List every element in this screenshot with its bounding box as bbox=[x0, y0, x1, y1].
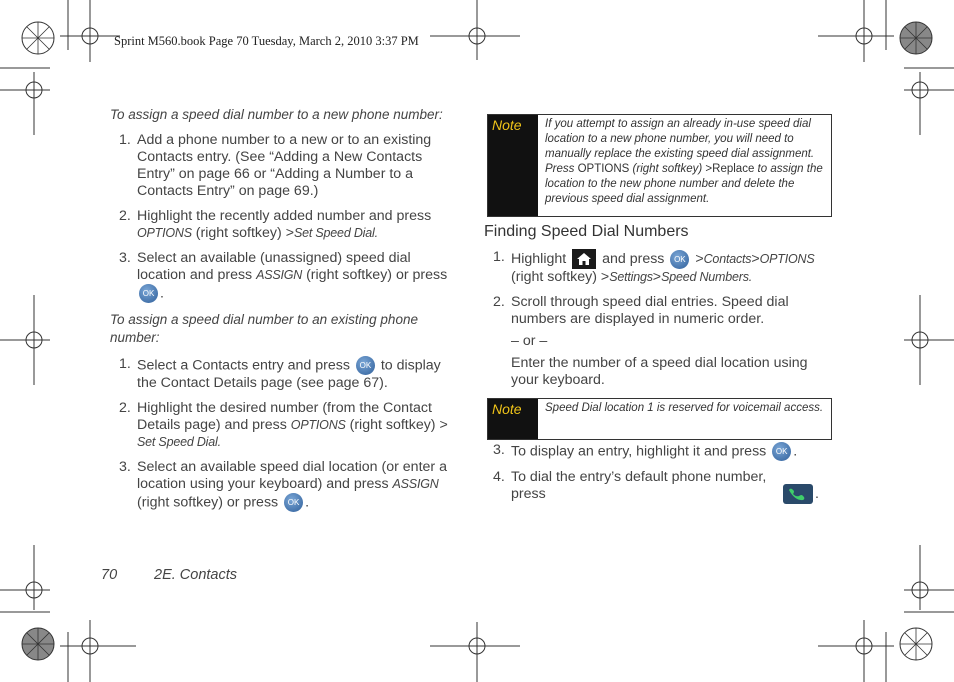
ok-key-icon: OK bbox=[670, 250, 689, 269]
separator: > bbox=[652, 269, 662, 285]
step-text: (right softkey) or press bbox=[302, 267, 448, 283]
softkey-options: OPTIONS bbox=[577, 163, 630, 175]
step-text: To dial the entry’s default phone number, press bbox=[511, 469, 767, 502]
note-text-part: (right softkey) bbox=[629, 163, 706, 175]
note-text-part: to assign the location to the new phone number and delete the previous speed dial assignment. bbox=[545, 163, 823, 205]
home-key-icon bbox=[572, 249, 596, 269]
step-text: Highlight bbox=[511, 250, 571, 267]
note-text-part: If you attempt to assign an already in-use speed dial location to a new phone number, you will need to manually replace the existing speed dial assignment. Press bbox=[545, 118, 815, 175]
section-heading: Finding Speed Dial Numbers bbox=[484, 223, 689, 240]
step-text: and press bbox=[598, 250, 669, 267]
page-number: 70 bbox=[101, 567, 118, 583]
step-new-2 bbox=[110, 208, 460, 242]
punctuation: . bbox=[815, 486, 819, 502]
step-text: Select a Contacts entry and press bbox=[137, 357, 354, 374]
softkey-assign: ASSIGN bbox=[256, 268, 303, 282]
softkey-options: OPTIONS bbox=[290, 418, 346, 432]
step-number: 1. bbox=[119, 132, 131, 148]
ok-key-icon: OK bbox=[284, 493, 303, 512]
note-label: Note bbox=[488, 115, 538, 216]
step-text: Select an available speed dial location (or enter a location using your keyboard) and press bbox=[137, 459, 447, 492]
book-header: Sprint M560.book Page 70 Tuesday, March 2, 2010 3:37 PM bbox=[114, 34, 419, 48]
step-number: 2. bbox=[119, 208, 131, 224]
step-number: 1. bbox=[493, 249, 505, 265]
talk-key-icon bbox=[783, 484, 813, 504]
step-number: 3. bbox=[119, 459, 131, 475]
menu-set-speed-dial: Set Speed Dial. bbox=[293, 226, 378, 240]
separator: > bbox=[600, 269, 610, 285]
menu-contacts: Contacts bbox=[703, 251, 752, 266]
step-number: 4. bbox=[493, 469, 505, 485]
step-text: to display the Contact Details page (see page 67). bbox=[137, 357, 441, 391]
separator: > bbox=[705, 163, 713, 175]
softkey-options: OPTIONS bbox=[759, 251, 815, 266]
note-text: Speed Dial location 1 is reserved for voicemail access. bbox=[545, 402, 824, 414]
step-text: (right softkey) bbox=[511, 269, 601, 285]
punctuation: . bbox=[160, 285, 164, 302]
separator: > bbox=[751, 250, 760, 267]
separator: > bbox=[439, 417, 448, 433]
note-label: Note bbox=[488, 399, 538, 439]
note-box-replace bbox=[487, 114, 832, 217]
intro-new-number: To assign a speed dial number to a new phone number: bbox=[110, 107, 443, 122]
punctuation: . bbox=[793, 443, 798, 460]
step-text: Highlight the recently added number and press bbox=[137, 208, 432, 224]
step-number: 1. bbox=[119, 356, 131, 372]
note-text bbox=[545, 117, 825, 207]
punctuation: . bbox=[305, 494, 310, 511]
menu-speed-numbers: Speed Numbers. bbox=[661, 270, 753, 284]
step-text: Add a phone number to a new or to an existing Contacts entry. (See “Adding a New Contacts Entry” on page 66 or “Adding a Number to a Contacts Entry” on page 69.) bbox=[137, 132, 432, 199]
ok-key-icon: OK bbox=[356, 356, 375, 375]
step-text: Highlight the desired number (from the Contact Details page) and press bbox=[137, 400, 432, 433]
left-column bbox=[110, 106, 460, 520]
ok-key-icon: OK bbox=[139, 284, 158, 303]
step-number: 2. bbox=[493, 294, 505, 310]
step-new-3 bbox=[110, 250, 460, 303]
menu-settings: Settings bbox=[609, 270, 653, 284]
step-existing-3 bbox=[110, 459, 460, 512]
step-number: 3. bbox=[119, 250, 131, 266]
separator: > bbox=[285, 225, 294, 241]
step-find-2 bbox=[484, 294, 834, 389]
step-find-3 bbox=[484, 442, 834, 461]
right-column-steps bbox=[484, 442, 834, 512]
step-text: (right softkey) bbox=[345, 417, 440, 433]
menu-set-speed-dial: Set Speed Dial. bbox=[137, 435, 221, 449]
ok-key-icon: OK bbox=[772, 442, 791, 461]
step-alt-text: Enter the number of a speed dial location using your keyboard. bbox=[511, 355, 808, 388]
step-number: 2. bbox=[119, 400, 131, 416]
step-existing-1 bbox=[110, 356, 460, 392]
step-text: To display an entry, highlight it and press bbox=[511, 443, 771, 460]
right-column bbox=[484, 223, 834, 389]
step-existing-2 bbox=[110, 400, 460, 451]
step-text: (right softkey) or press bbox=[137, 494, 283, 511]
intro-existing-number: To assign a speed dial number to an existing phone number: bbox=[110, 312, 418, 345]
separator: > bbox=[695, 250, 704, 267]
softkey-assign: ASSIGN bbox=[392, 477, 439, 491]
step-find-4 bbox=[484, 469, 834, 504]
menu-replace: Replace bbox=[712, 163, 755, 175]
step-find-1 bbox=[484, 249, 834, 286]
step-number: 3. bbox=[493, 442, 505, 458]
step-text: Scroll through speed dial entries. Speed dial numbers are displayed in numeric order. bbox=[511, 294, 789, 327]
step-text: Select an available (unassigned) speed dial location and press bbox=[137, 250, 411, 283]
step-text: (right softkey) bbox=[191, 225, 286, 241]
step-new-1 bbox=[110, 132, 460, 200]
softkey-options: OPTIONS bbox=[137, 226, 192, 240]
section-name: 2E. Contacts bbox=[154, 567, 238, 583]
note-box-voicemail bbox=[487, 398, 832, 440]
or-separator: – or – bbox=[511, 333, 548, 349]
